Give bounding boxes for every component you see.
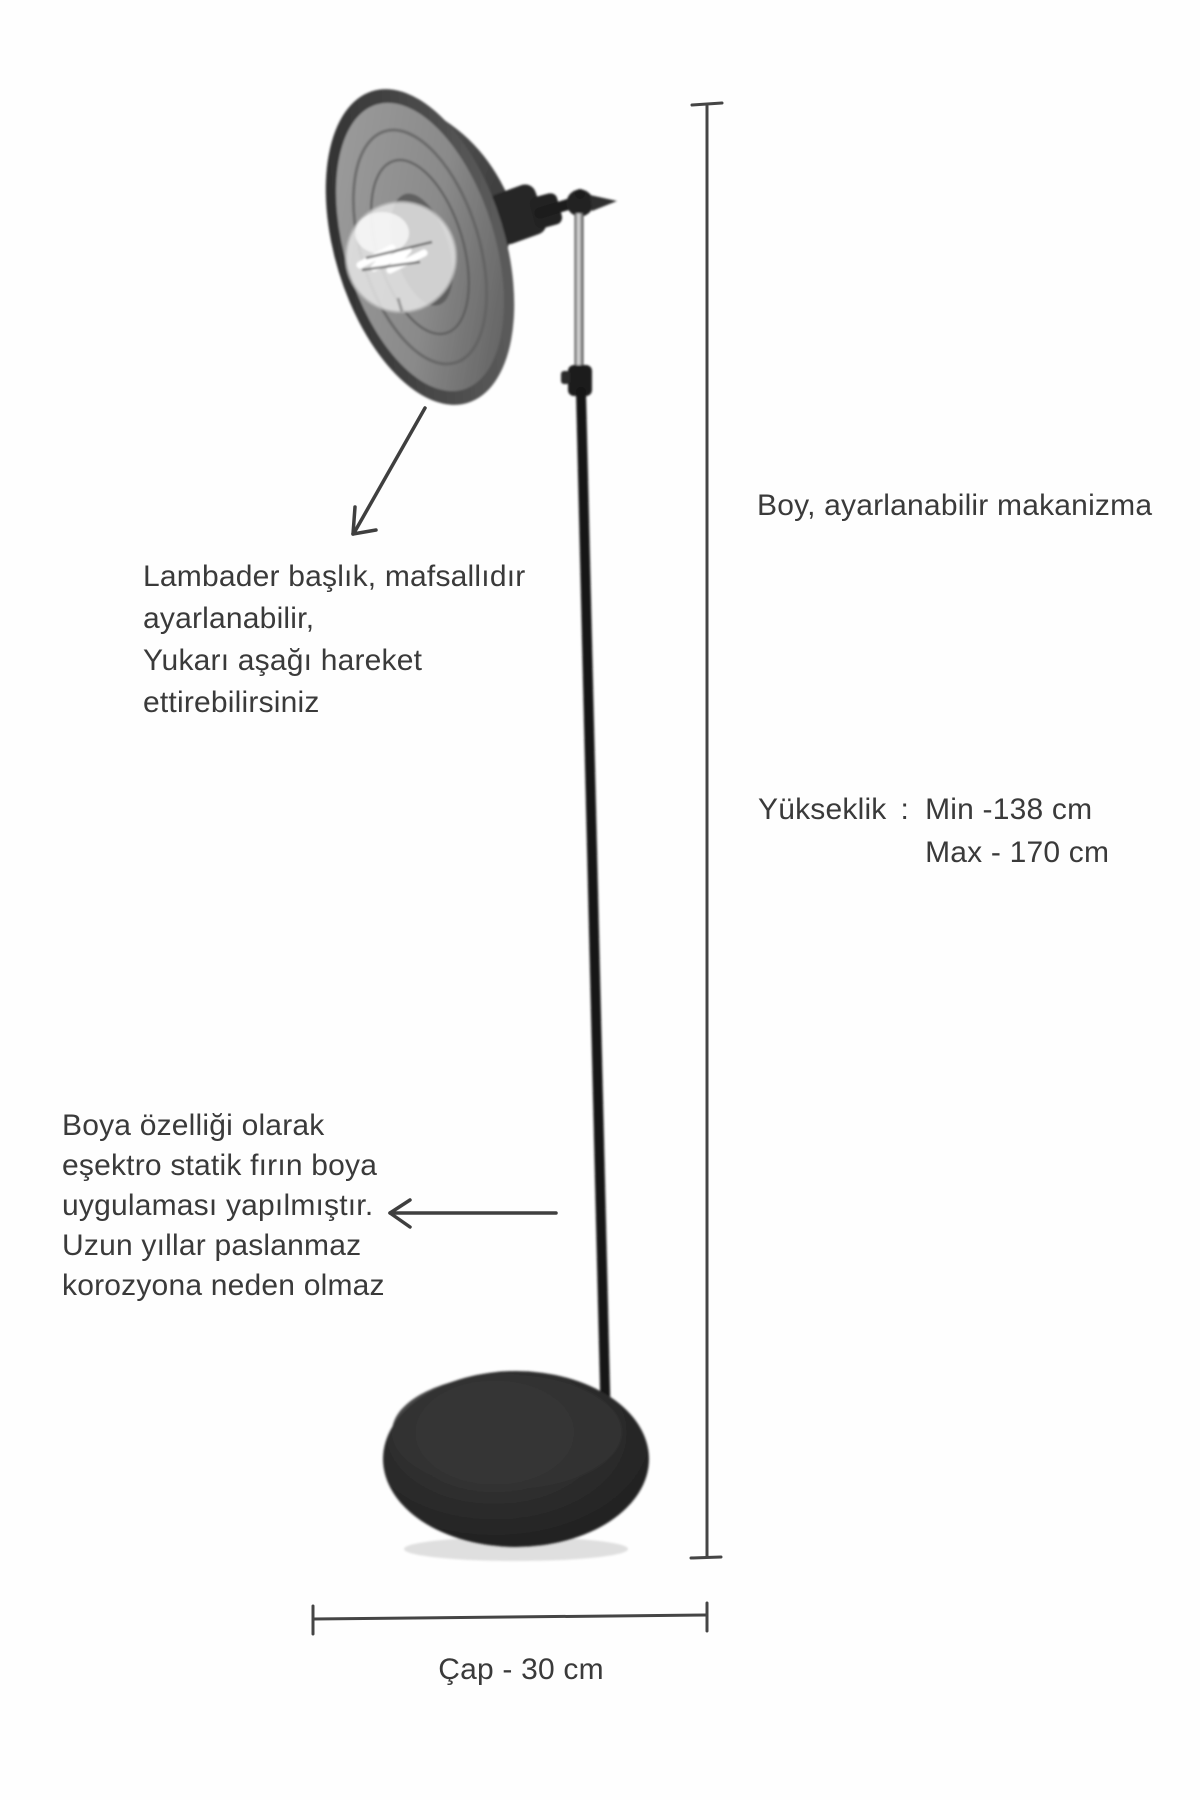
paint-annotation-line: korozyona neden olmaz xyxy=(62,1269,385,1302)
diameter-dimension-line xyxy=(313,1603,707,1634)
lamp-head-annotation-line: Lambader başlık, mafsallıdır xyxy=(143,560,526,593)
lamp-arm-joint xyxy=(567,189,618,217)
diameter-text: Çap - 30 cm xyxy=(438,1653,604,1686)
height-spec-label: Yükseklik xyxy=(758,793,887,826)
height-mechanism-text: Boy, ayarlanabilir makanizma xyxy=(757,489,1153,522)
paint-annotation-line: Uzun yıllar paslanmaz xyxy=(62,1229,362,1262)
light-bulb xyxy=(346,202,456,312)
paint-annotation xyxy=(62,1106,385,1306)
head-annotation-arrow xyxy=(353,408,425,534)
diameter-annotation xyxy=(396,1650,646,1690)
lamp-head-annotation xyxy=(143,556,525,724)
paint-annotation-line: Boya özelliği olarak xyxy=(62,1109,325,1142)
lamp-head-annotation-line: Yukarı aşağı hareket xyxy=(143,644,423,677)
lamp-head-annotation-line: ettirebilirsiniz xyxy=(143,686,320,719)
lamp-upper-rod xyxy=(575,213,583,373)
lamp-head-annotation-line: ayarlanabilir, xyxy=(143,602,315,635)
height-dimension-line xyxy=(691,103,722,1558)
height-max-value: Max - 170 cm xyxy=(925,836,1110,869)
lamp-base xyxy=(383,1371,649,1561)
paint-annotation-line: uygulaması yapılmıştır. xyxy=(62,1189,374,1222)
height-spec-annotation xyxy=(758,788,1109,874)
lamp-pole xyxy=(581,392,606,1430)
height-mechanism-annotation xyxy=(757,486,1152,526)
paint-annotation-arrow xyxy=(390,1200,556,1227)
height-spec-values xyxy=(925,788,1109,874)
height-spec-colon: : xyxy=(900,793,910,826)
height-min-value: Min -138 cm xyxy=(925,793,1093,826)
paint-annotation-line: eşektro statik fırın boya xyxy=(62,1149,378,1182)
